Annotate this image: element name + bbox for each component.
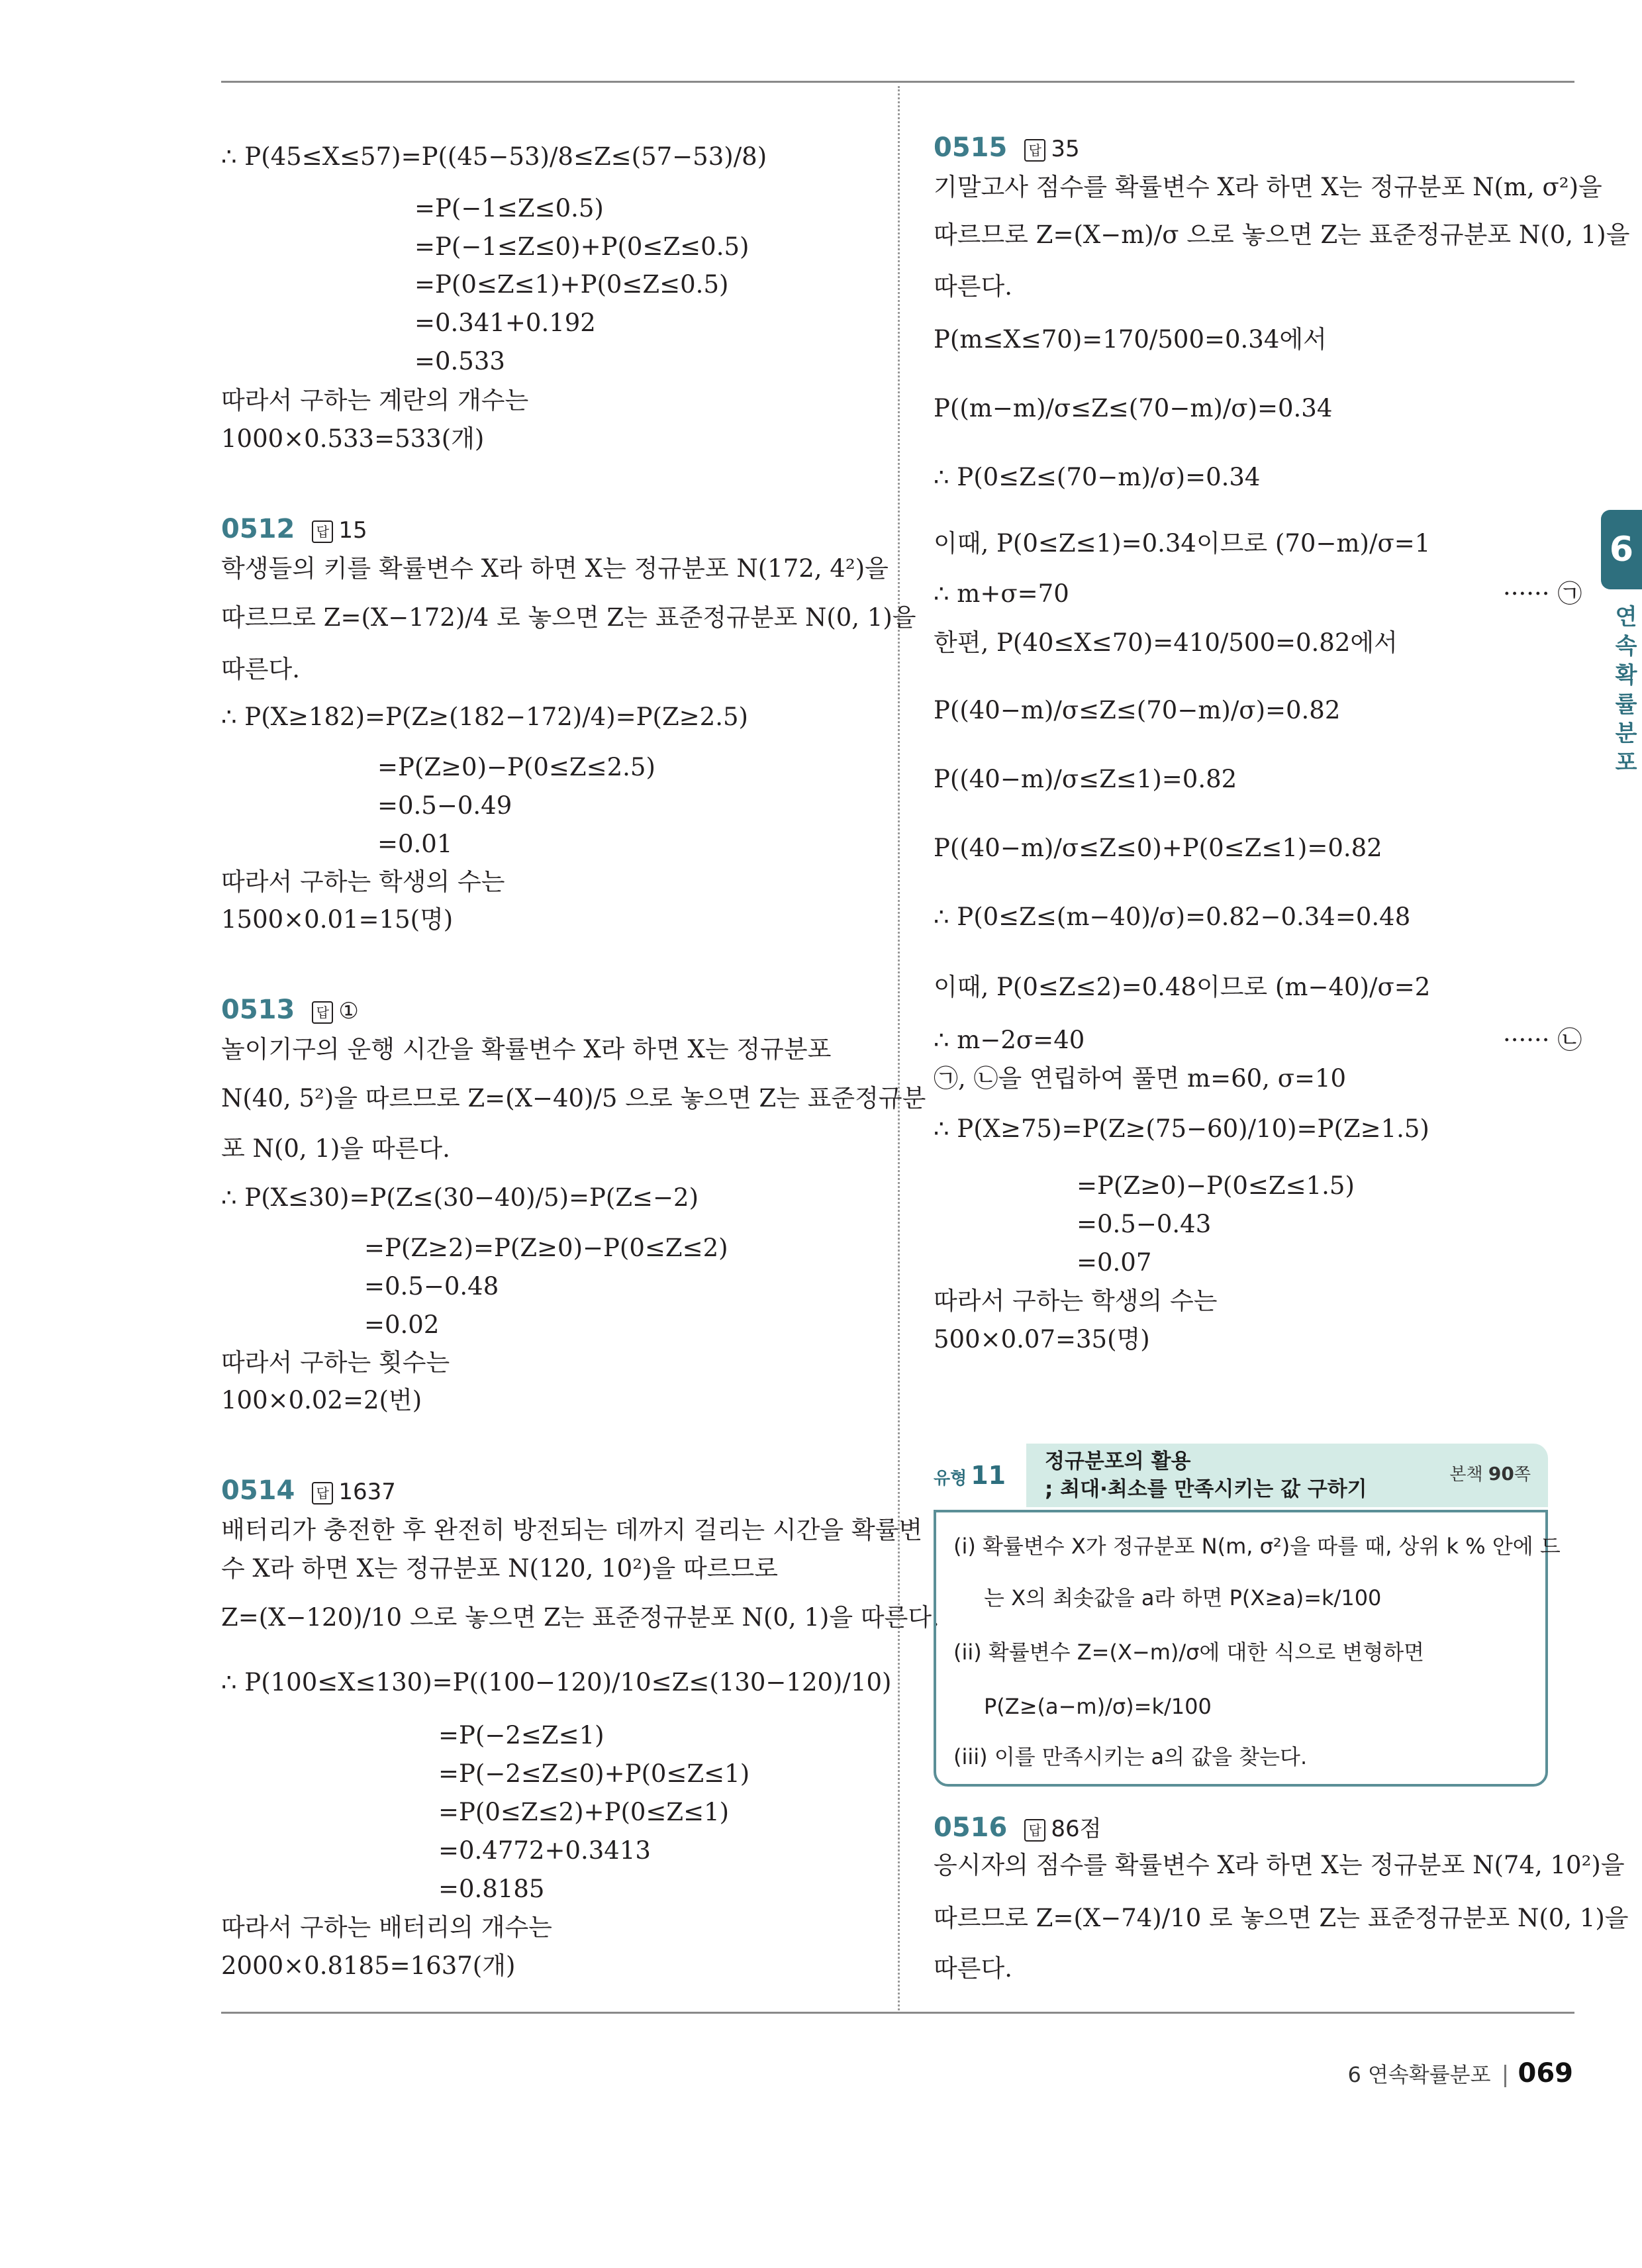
solution-line: 따라서 구하는 계란의 개수는 — [221, 386, 529, 415]
answer-value: 86점 — [1051, 1816, 1102, 1842]
solution-line: =P(Z≥0)−P(0≤Z≤2.5) — [377, 753, 655, 781]
summary-line: (ii) 확률변수 Z=(X−m)/σ에 대한 식으로 변형하면 — [953, 1640, 1425, 1665]
answer-icon: 답 — [1024, 139, 1045, 162]
solution-line: P((40−m)/σ≤Z≤1)=0.82 — [934, 765, 1237, 793]
solution-line: 따르므로 Z=(X−172)/4 로 놓으면 Z는 표준정규분포 N(0, 1)을 — [221, 603, 916, 632]
type-header — [934, 1444, 1548, 1516]
solution-line: ∴ P(X≥75)=P(Z≥(75−60)/10)=P(Z≥1.5) — [934, 1114, 1429, 1143]
solution-line: 따른다. — [934, 272, 1012, 301]
solution-line: ∴ P(0≤Z≤(70−m)/σ)=0.34 — [934, 463, 1261, 491]
summary-line: (i) 확률변수 X가 정규분포 N(m, σ²)을 따를 때, 상위 k % 안에 드 — [953, 1534, 1561, 1559]
bottom-rule — [221, 2012, 1574, 2014]
solution-line: =0.5−0.49 — [377, 791, 512, 820]
page-footer — [1347, 2058, 1573, 2089]
solution-line: 500×0.07=35(명) — [934, 1325, 1150, 1354]
answer — [1024, 136, 1079, 162]
problem-header-0514 — [221, 1475, 396, 1506]
chapter-tab: 6 — [1601, 510, 1642, 589]
solution-line: 포 N(0, 1)을 따른다. — [221, 1134, 450, 1163]
solution-line: =P(−1≤Z≤0.5) — [414, 194, 604, 222]
solution-line: =0.5−0.43 — [1077, 1210, 1212, 1238]
solution-line: =P(Z≥2)=P(Z≥0)−P(0≤Z≤2) — [364, 1234, 728, 1262]
solution-line: ∴ P(X≤30)=P(Z≤(30−40)/5)=P(Z≤−2) — [221, 1183, 699, 1212]
footer-divider — [1504, 2065, 1506, 2087]
solution-line: =0.07 — [1077, 1248, 1152, 1277]
top-rule — [221, 81, 1574, 83]
solution-line: N(40, 5²)을 따르므로 Z=(X−40)/5 으로 놓으면 Z는 표준정규분 — [221, 1084, 926, 1112]
answer — [312, 517, 367, 544]
solution-line: 이때, P(0≤Z≤2)=0.48이므로 (m−40)/σ=2 — [934, 973, 1431, 1001]
solution-line: =0.02 — [364, 1310, 440, 1339]
solution-line: ∴ P(0≤Z≤(m−40)/σ)=0.82−0.34=0.48 — [934, 903, 1411, 931]
solution-line: ∴ P(100≤X≤130)=P((100−120)/10≤Z≤(130−120)/10) — [221, 1668, 892, 1697]
solution-line: P((m−m)/σ≤Z≤(70−m)/σ)=0.34 — [934, 394, 1333, 422]
problem-number: 0514 — [221, 1475, 295, 1506]
solution-line: =P(Z≥0)−P(0≤Z≤1.5) — [1077, 1171, 1355, 1200]
solution-line: =0.5−0.48 — [364, 1272, 499, 1301]
solution-line: P((40−m)/σ≤Z≤0)+P(0≤Z≤1)=0.82 — [934, 834, 1382, 862]
solution-line: ∴ P(45≤X≤57)=P((45−53)/8≤Z≤(57−53)/8) — [221, 142, 767, 171]
solution-line: 1500×0.01=15(명) — [221, 905, 454, 934]
footer-chapter: 6 연속확률분포 — [1347, 2062, 1491, 2087]
solution-line: =0.8185 — [438, 1875, 545, 1903]
solution-line: 따라서 구하는 배터리의 개수는 — [221, 1913, 552, 1942]
solution-line: =P(0≤Z≤2)+P(0≤Z≤1) — [438, 1798, 730, 1826]
solution-line: ∴ P(X≥182)=P(Z≥(182−172)/4)=P(Z≥2.5) — [221, 703, 748, 731]
solution-line: =P(−2≤Z≤0)+P(0≤Z≤1) — [438, 1759, 750, 1788]
solution-line: 따라서 구하는 횟수는 — [221, 1348, 450, 1377]
answer-icon: 답 — [312, 520, 333, 543]
solution-line: ∴ m+σ=70 — [934, 579, 1069, 608]
solution-line: Z=(X−120)/10 으로 놓으면 Z는 표준정규분포 N(0, 1)을 따른다. — [221, 1603, 940, 1632]
solution-line: 따라서 구하는 학생의 수는 — [221, 867, 505, 896]
problem-number: 0512 — [221, 514, 295, 544]
answer — [1024, 1816, 1101, 1842]
solution-line: =P(0≤Z≤1)+P(0≤Z≤0.5) — [414, 270, 729, 299]
solution-line: =0.01 — [377, 830, 453, 858]
chapter-tab-label: 연속확률분포 — [1615, 604, 1637, 776]
page-number: 069 — [1518, 2058, 1573, 2089]
solution-line: 따른다. — [221, 655, 300, 683]
problem-number: 0515 — [934, 132, 1008, 163]
solution-line: 따르므로 Z=(X−m)/σ 으로 놓으면 Z는 표준정규분포 N(0, 1)을 — [934, 221, 1630, 249]
solution-line: ∴ m−2σ=40 — [934, 1026, 1085, 1054]
type-label: 유형 11 — [934, 1461, 1006, 1490]
summary-line: P(Z≥(a−m)/σ)=k/100 — [984, 1694, 1212, 1719]
solution-line: 따른다. — [934, 1954, 1012, 1983]
answer-value: 1637 — [338, 1479, 396, 1505]
solution-line: 100×0.02=2(번) — [221, 1386, 422, 1414]
equation-mark-1: ······ ㉠ — [1503, 579, 1582, 608]
answer-icon: 답 — [312, 1001, 333, 1024]
solution-line: P((40−m)/σ≤Z≤(70−m)/σ)=0.82 — [934, 696, 1341, 724]
solution-line: 1000×0.533=533(개) — [221, 424, 485, 453]
solution-line: 수 X라 하면 X는 정규분포 N(120, 10²)을 따르므로 — [221, 1554, 778, 1583]
solution-line: 2000×0.8185=1637(개) — [221, 1951, 516, 1980]
solution-line: 기말고사 점수를 확률변수 X라 하면 X는 정규분포 N(m, σ²)을 — [934, 173, 1602, 201]
solution-line: =0.533 — [414, 347, 505, 375]
solution-line: =0.4772+0.3413 — [438, 1836, 651, 1865]
solution-line: P(m≤X≤70)=170/500=0.34에서 — [934, 325, 1327, 354]
answer-value: ① — [338, 998, 359, 1024]
answer-value: 15 — [338, 517, 367, 544]
column-separator — [898, 86, 900, 2010]
solution-line: 따라서 구하는 학생의 수는 — [934, 1287, 1218, 1315]
solution-line: 배터리가 충전한 후 완전히 방전되는 데까지 걸리는 시간을 확률변 — [221, 1516, 923, 1544]
textbook-reference: 본책 90쪽 — [1449, 1463, 1531, 1485]
problem-header-0512 — [221, 514, 367, 544]
equation-mark-2: ······ ㉡ — [1503, 1026, 1582, 1054]
type-title: 정규분포의 활용 ; 최대·최소를 만족시키는 값 구하기 — [1045, 1450, 1367, 1501]
type-summary-box — [934, 1510, 1561, 1787]
answer-value: 35 — [1051, 136, 1080, 162]
solution-line: 학생들의 키를 확률변수 X라 하면 X는 정규분포 N(172, 4²)을 — [221, 554, 889, 583]
problem-number: 0513 — [221, 995, 295, 1025]
solution-line: =P(−2≤Z≤1) — [438, 1721, 604, 1750]
problem-number: 0516 — [934, 1812, 1008, 1843]
solution-line: 따르므로 Z=(X−74)/10 로 놓으면 Z는 표준정규분포 N(0, 1)을 — [934, 1904, 1629, 1932]
solution-line: 응시자의 점수를 확률변수 X라 하면 X는 정규분포 N(74, 10²)을 — [934, 1851, 1625, 1879]
problem-header-0513 — [221, 995, 359, 1025]
problem-header-0516 — [934, 1810, 1101, 1843]
solution-line: 이때, P(0≤Z≤1)=0.34이므로 (70−m)/σ=1 — [934, 529, 1431, 558]
solution-line: 한편, P(40≤X≤70)=410/500=0.82에서 — [934, 628, 1398, 657]
problem-header-0515 — [934, 132, 1080, 163]
solution-line: ㉠, ㉡을 연립하여 풀면 m=60, σ=10 — [934, 1064, 1347, 1093]
solution-line: =P(−1≤Z≤0)+P(0≤Z≤0.5) — [414, 232, 749, 261]
solution-line: 놀이기구의 운행 시간을 확률변수 X라 하면 X는 정규분포 — [221, 1035, 832, 1063]
answer-icon: 답 — [312, 1482, 333, 1504]
answer — [312, 1479, 396, 1505]
summary-line: (iii) 이를 만족시키는 a의 값을 찾는다. — [953, 1744, 1308, 1769]
solution-line: =0.341+0.192 — [414, 309, 596, 337]
answer — [312, 998, 358, 1024]
summary-line: 는 X의 최솟값을 a라 하면 P(X≥a)=k/100 — [984, 1585, 1382, 1610]
answer-icon: 답 — [1024, 1819, 1045, 1842]
